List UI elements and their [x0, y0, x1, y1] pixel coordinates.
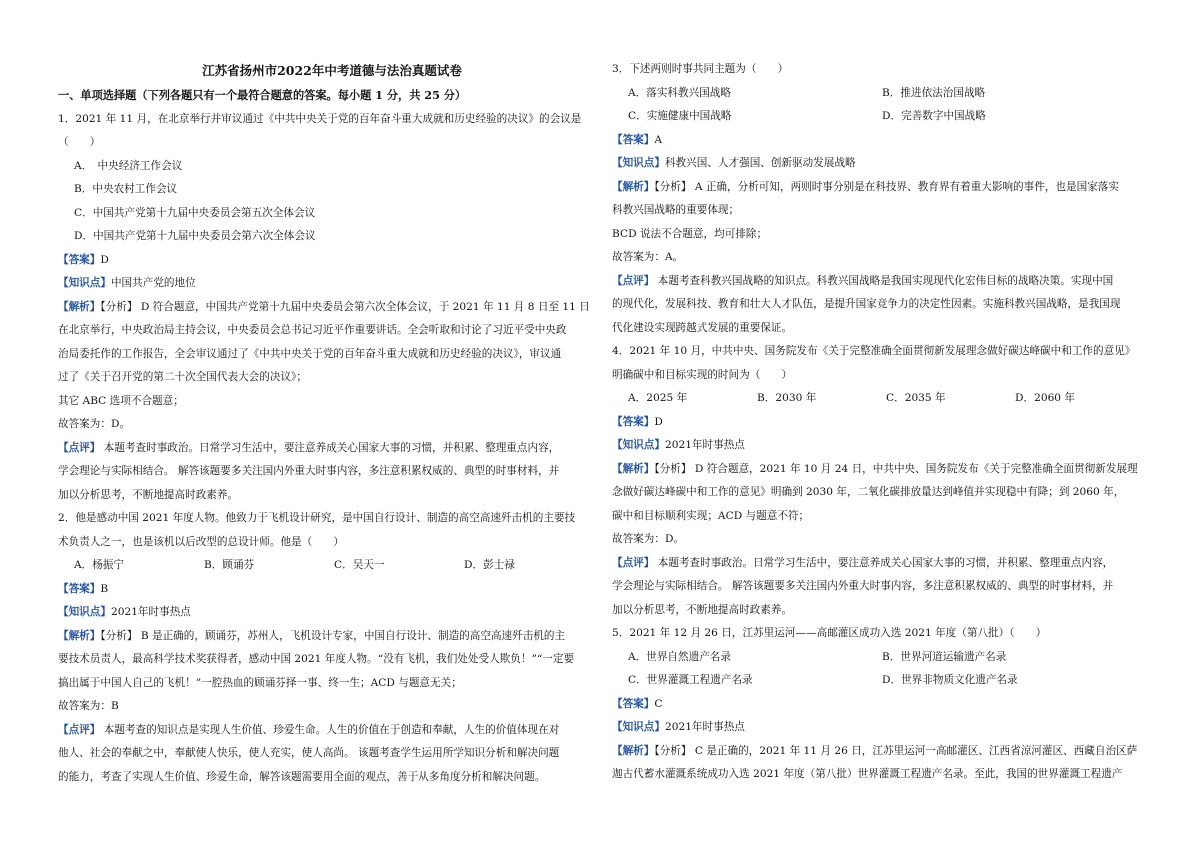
doc-title: 江苏省扬州市2022年中考道德与法治真题试卷: [202, 63, 462, 78]
q4-options: [612, 387, 1146, 411]
q1-stem: 1．2021 年 11 月，在北京举行并审议通过《中共中央关于党的百年奋斗重大成就和历史经验的决议》的会议是: [58, 112, 582, 125]
analysis-tag: 【解析】: [612, 180, 655, 193]
q1-answer: [58, 249, 592, 273]
q2-analysis-line: 搞出属于中国人自己的飞机！”一腔热血的顾诵芬择一事、终一生；ACD 与题意无关；: [58, 676, 462, 689]
answer-tag: 【答案】: [58, 582, 101, 595]
q2-analysis-line: 故答案为：B: [58, 700, 119, 712]
q2-stem-cont: 术负责人之一，也是该机以后改型的总设计师。他是（ ）: [58, 535, 345, 548]
q5-option-d: D．世界非物质文化遗产名录: [882, 674, 1018, 686]
q4-option-b: B．2030 年: [757, 392, 817, 404]
q1-answer-value: D: [100, 253, 109, 266]
q3-options-row1: [612, 82, 1146, 106]
q1-analysis-line: 在北京举行，中央政治局主持会议，中央委员会总书记习近平作重要讲话。全会听取和讨论了习近平受中央政: [58, 324, 567, 336]
answer-tag: 【答案】: [58, 253, 101, 266]
knowledge-tag: 【知识点】: [612, 439, 665, 451]
q1-option-a: A． 中央经济工作会议: [74, 159, 183, 172]
q5-stem: 5．2021 年 12 月 26 日，江苏里运河——高邮灌区成功入选 2021 年度（第八批）（ ）: [612, 627, 1047, 639]
knowledge-tag: 【知识点】: [612, 721, 665, 733]
analysis-tag: 【解析】: [612, 462, 655, 475]
q2-answer-value: B: [100, 582, 109, 595]
q1-comment: [58, 437, 592, 461]
q2-comment-text: 本题考查的知识点是实现人生价值、珍爱生命。人生的价值在于创造和奉献，人生的价值体现在对: [100, 723, 560, 736]
comment-tag: 【点评】: [58, 723, 101, 736]
q3-analysis-line: 科教兴国战略的重要体现；: [612, 204, 740, 216]
q4-analysis-line: 碳中和目标顺利实现；ACD 与题意不符；: [612, 509, 810, 522]
q2-option-a: A．杨振宁: [74, 559, 125, 571]
q4-stem: 4．2021 年 10 月，中共中央、国务院发布《关于完整准确全面贯彻新发展理念做好碳达峰碳中和工作的意见》: [612, 345, 1136, 357]
comment-tag: 【点评】: [58, 441, 101, 454]
q1-analysis-text: 【分析】 D 符合题意，中国共产党第十九届中央委员会第六次全体会议，于 2021 年 11 月 8 日至 11 日: [100, 300, 590, 313]
q3-answer-value: A: [654, 133, 663, 146]
q2-comment: [58, 719, 592, 743]
q2-analysis-line: 要技术员责人，最高科学技术奖获得者，感动中国 2021 年度人物。“没有飞机，我们处处受人欺负！”“一定要: [58, 653, 575, 665]
q2-knowledge: [58, 601, 592, 625]
q5-option-c: C．世界灌溉工程遗产名录: [628, 674, 753, 686]
q5-analysis-line: 迦古代蓄水灌溉系统成功入选 2021 年度（第八批）世界灌溉工程遗产名录。至此，我国的世界灌溉工程遗产: [612, 768, 1123, 780]
comment-tag: 【点评】: [612, 556, 655, 569]
q3-option-c: C．实施健康中国战略: [628, 110, 732, 122]
q4-analysis-line: 念做好碳达峰碳中和工作的意见》明确到 2030 年，二氧化碳排放量达到峰值并实现稳中有降；到 2060 年，: [612, 486, 1125, 498]
q1-stem-cont: （ ）: [58, 136, 101, 148]
q4-comment-line: 学会理论与实际相结合。 解答该题要多关注国内外重大时事内容，多注意积累权威的、典型的时事材料，并: [612, 580, 1114, 592]
q2-options: [58, 554, 592, 578]
q5-knowledge: [612, 716, 1146, 740]
q3-analysis: [612, 176, 1146, 200]
q5-analysis: [612, 740, 1146, 764]
q1-knowledge: [58, 272, 592, 296]
q4-stem-cont: 明确碳中和目标实现的时间为（ ）: [612, 368, 793, 381]
q4-comment-line: 加以分析思考，不断地提高时政素养。: [612, 603, 793, 616]
q1-option-c: C．中国共产党第十九届中央委员会第五次全体会议: [74, 206, 316, 219]
q3-answer: [612, 129, 1146, 153]
section-heading: 一、单项选择题（下列各题只有一个最符合题意的答案。每小题 1 分，共 25 分）: [58, 88, 467, 102]
analysis-tag: 【解析】: [58, 300, 101, 313]
q4-analysis: [612, 458, 1146, 482]
comment-tag: 【点评】: [612, 274, 655, 287]
q1-option-b: B．中央农村工作会议: [74, 183, 178, 195]
q1-comment-text: 本题考查时事政治。日常学习生活中，要注意养成关心国家大事的习惯，并积累、整理重点内容，: [100, 441, 560, 454]
knowledge-tag: 【知识点】: [612, 157, 665, 169]
q3-comment-text: 本题考查科教兴国战略的知识点。科教兴国战略是我国实现现代化宏伟目标的战略决策。实现中国: [654, 274, 1114, 287]
q4-knowledge: [612, 434, 1146, 458]
knowledge-tag: 【知识点】: [58, 606, 111, 618]
q1-analysis: [58, 296, 592, 320]
q5-option-b: B．世界河道运输遗产名录: [882, 650, 1007, 663]
analysis-tag: 【解析】: [58, 629, 101, 642]
q1-analysis-line: 过了《关于召开党的第二十次全国代表大会的决议》；: [58, 371, 307, 383]
q4-comment: [612, 552, 1146, 576]
q3-knowledge-value: 科教兴国、人才强国、创新驱动发展战略: [664, 157, 856, 169]
q2-comment-line: 的能力，考查了实现人生价值、珍爱生命，解答该题需要用全面的观点，善于从多角度分析和解决问题。: [58, 770, 546, 783]
q2-comment-line: 他人、社会的奉献之中，奉献使人快乐，使人充实，使人高尚。 该题考查学生运用所学知识分析和解决问题: [58, 747, 560, 759]
answer-tag: 【答案】: [612, 133, 655, 146]
q3-option-a: A．落实科教兴国战略: [628, 86, 731, 99]
q5-options-row2: [612, 669, 1146, 693]
q1-comment-line: 学会理论与实际相结合。 解答该题要多关注国内外重大时事内容，多注意积累权威的、典型的时事材料，并: [58, 465, 560, 477]
q5-options-row1: [612, 646, 1146, 670]
q4-analysis-line: 故答案为：D。: [612, 533, 685, 545]
q1-knowledge-value: 中国共产党的地位: [110, 277, 196, 289]
q2-analysis-text: 【分析】 B 是正确的，顾诵芬，苏州人，飞机设计专家，中国自行设计、制造的高空高速歼击机的主: [100, 629, 566, 642]
q4-analysis-text: 【分析】 D 符合题意，2021 年 10 月 24 日，中共中央、国务院发布《关于完整准确全面贯彻新发展理: [654, 462, 1138, 475]
q2-option-d: D．彭士禄: [464, 559, 515, 571]
q2-analysis: [58, 625, 592, 649]
q3-analysis-line: 故答案为：A。: [612, 251, 684, 263]
knowledge-tag: 【知识点】: [58, 277, 111, 289]
q5-answer-value: C: [654, 697, 663, 710]
q2-answer: [58, 578, 592, 602]
q3-comment-line: 代化建设实现跨越式发展的重要保证。: [612, 321, 793, 334]
q4-option-a: A．2025 年: [628, 392, 688, 404]
q1-option-d: D．中国共产党第十九届中央委员会第六次全体会议: [74, 230, 316, 242]
right-column: [612, 58, 1146, 787]
q5-answer: [612, 693, 1146, 717]
q4-comment-text: 本题考查时事政治。日常学习生活中，要注意养成关心国家大事的习惯，并积累、整理重点内容，: [654, 556, 1114, 569]
q4-knowledge-value: 2021年时事热点: [664, 439, 745, 451]
q2-option-b: B．顾诵芬: [204, 559, 255, 571]
q4-answer-value: D: [654, 415, 663, 428]
q3-options-row2: [612, 105, 1146, 129]
answer-tag: 【答案】: [612, 697, 655, 710]
q3-option-d: D．完善数字中国战略: [882, 110, 986, 122]
q2-stem: 2．他是感动中国 2021 年度人物。他致力于飞机设计研究，是中国自行设计、制造的高空高速歼击机的主要技: [58, 512, 576, 524]
q2-option-c: C．吴天一: [334, 559, 385, 571]
q5-analysis-text: 【分析】 C 是正确的，2021 年 11 月 26 日，江苏里运河一高邮灌区、江西省涼河灌区、西藏自治区萨: [654, 744, 1138, 757]
left-column: [58, 58, 592, 789]
q1-comment-line: 加以分析思考，不断地提高时政素养。: [58, 488, 239, 501]
q3-stem: 3．下述两则时事共同主题为（ ）: [612, 63, 789, 75]
q3-comment: [612, 270, 1146, 294]
q3-analysis-line: BCD 说法不合题意，均可排除；: [612, 227, 768, 240]
answer-tag: 【答案】: [612, 415, 655, 428]
q1-analysis-line: 其它 ABC 选项不合题意；: [58, 394, 184, 407]
analysis-tag: 【解析】: [612, 744, 655, 757]
q4-answer: [612, 411, 1146, 435]
q4-option-c: C．2035 年: [886, 392, 946, 404]
q3-option-b: B．推进依法治国战略: [882, 86, 986, 99]
q1-analysis-line: 故答案为：D。: [58, 418, 131, 430]
q4-option-d: D．2060 年: [1015, 392, 1076, 404]
q5-knowledge-value: 2021年时事热点: [664, 721, 745, 733]
q5-option-a: A．世界自然遗产名录: [628, 650, 731, 663]
q3-comment-line: 的现代化，发展科技、教育和壮大人才队伍，是提升国家竞争力的决定性因素。实施科教兴国战略，是我国现: [612, 298, 1121, 310]
q3-analysis-text: 【分析】 A 正确，分析可知，两则时事分别是在科技界、教育界有着重大影响的事件，也是国家落实: [654, 180, 1119, 193]
q2-knowledge-value: 2021年时事热点: [110, 606, 191, 618]
q1-analysis-line: 治局委托作的工作报告，全会审议通过了《中共中央关于党的百年奋斗重大成就和历史经验的决议》，审议通: [58, 347, 562, 360]
q3-knowledge: [612, 152, 1146, 176]
